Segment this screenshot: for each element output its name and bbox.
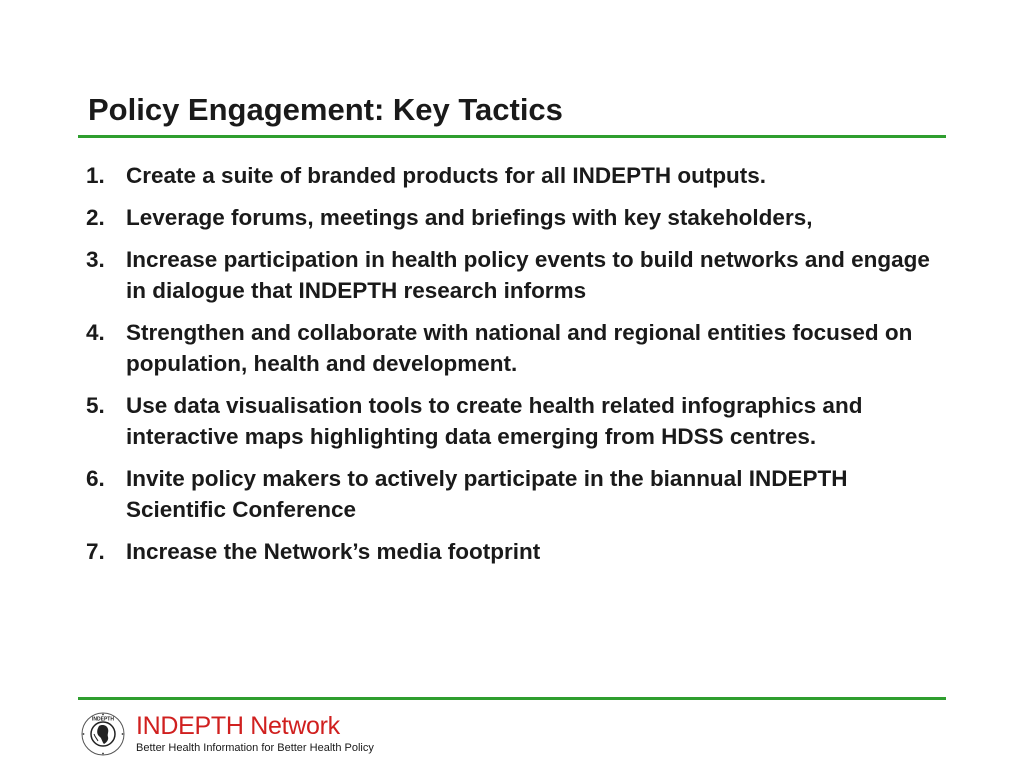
list-item [86, 317, 936, 379]
list-item [86, 160, 936, 191]
list-item-text: Increase the Network’s media footprint [126, 539, 541, 564]
list-item [86, 202, 936, 233]
indepth-logo [80, 711, 374, 757]
list-item-number: 4. [86, 320, 105, 345]
list-item-number: 5. [86, 393, 105, 418]
list-item-number: 2. [86, 205, 105, 230]
brand-block [136, 713, 374, 755]
list-item-number: 3. [86, 247, 105, 272]
list-item-text: Create a suite of branded products for all INDEPTH outputs. [126, 163, 767, 188]
seal-text: INDEPTH [92, 716, 114, 723]
footer-divider [78, 697, 946, 700]
list-item [86, 536, 936, 567]
list-item-text: Strengthen and collaborate with national and regional entities focused on population, health and development. [126, 320, 913, 376]
globe-seal-icon [80, 711, 126, 757]
tactics-list [86, 160, 936, 578]
brand-name: INDEPTH Network [136, 712, 340, 740]
list-item-text: Leverage forums, meetings and briefings with key stakeholders, [126, 205, 813, 230]
brand-tagline: Better Health Information for Better Health Policy [136, 742, 374, 754]
list-item-text: Use data visualisation tools to create health related infographics and interactive maps highlighting data emerging from HDSS centres. [126, 393, 863, 449]
list-item-text: Invite policy makers to actively participate in the biannual INDEPTH Scientific Conference [126, 466, 848, 522]
slide-title: Policy Engagement: Key Tactics [88, 92, 563, 127]
list-item [86, 390, 936, 452]
list-item-number: 7. [86, 539, 105, 564]
list-item-text: Increase participation in health policy events to build networks and engage in dialogue that INDEPTH research informs [126, 247, 930, 303]
title-divider [78, 135, 946, 138]
list-item [86, 244, 936, 306]
list-item [86, 463, 936, 525]
list-item-number: 1. [86, 163, 105, 188]
list-item-number: 6. [86, 466, 105, 491]
